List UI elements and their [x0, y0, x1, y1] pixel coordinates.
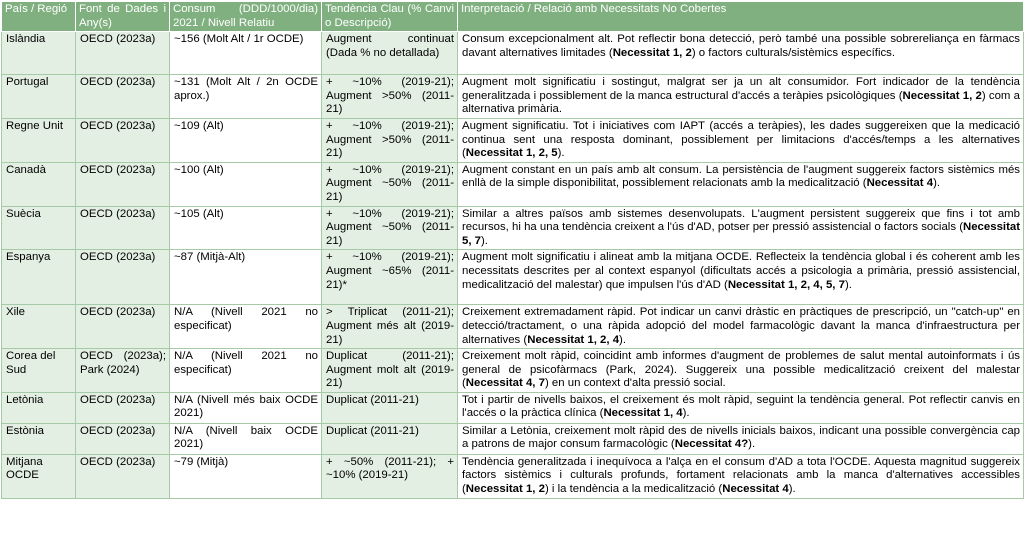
- source-cell: OECD (2023a): [76, 118, 170, 162]
- interpretation-text: ).: [788, 483, 796, 496]
- need-reference: Necessitat 1, 2: [612, 46, 692, 59]
- interpretation-text: ).: [933, 177, 941, 190]
- interpretation-cell: [458, 75, 1024, 119]
- source-cell: OECD (2023a); Park (2024): [76, 349, 170, 393]
- consumption-cell: N/A (Nivell 2021 no especificat): [170, 349, 322, 393]
- interpretation-text: ) en un context d'alta pressió social.: [544, 377, 726, 390]
- table-row: [2, 75, 1024, 119]
- trend-cell: + ~10% (2019-21); Augment >50% (2011-21): [322, 75, 458, 119]
- source-cell: OECD (2023a): [76, 305, 170, 349]
- consumption-cell: N/A (Nivell 2021 no especificat): [170, 305, 322, 349]
- interpretation-text: Similar a altres països amb sistemes desenvolupats. L'augment persistent suggereix que fins i tot amb recursos, hi ha una tendència creixent a l'ús d'AD, potser per pressió assistencial o factors socials (: [462, 207, 1020, 234]
- header-interpretation: Interpretació / Relació amb Necessitats No Cobertes: [458, 2, 1024, 32]
- interpretation-cell: [458, 454, 1024, 498]
- interpretation-text: Augment molt significatiu i sostingut, malgrat ser ja un alt consumidor. Fort indicador de la tendència generalitzada i possiblement de la manca estructural d'accés a teràpies psicològiques (: [462, 76, 1020, 102]
- need-reference: Necessitat 4: [722, 483, 789, 496]
- interpretation-text: Augment significatiu. Tot i iniciatives com IAPT (accés a teràpies), les dades suggereixen que la medicació continua sent una resposta dominant, possiblement per limitacions d'accés/temps a les alternatives (: [462, 119, 1020, 160]
- interpretation-cell: [458, 349, 1024, 393]
- consumption-cell: ~156 (Molt Alt / 1r OCDE): [170, 32, 322, 75]
- table-row: [2, 305, 1024, 349]
- header-country: País / Regió: [2, 2, 76, 32]
- interpretation-text: ) com a alternativa primària.: [462, 89, 1020, 116]
- trend-cell: + ~10% (2019-21); Augment ~65% (2011-21)*: [322, 250, 458, 305]
- interpretation-text: Augment molt significatiu i alineat amb la mitjana OCDE. Reflecteix la tendència global i és coherent amb les necessitats descrites per al context espanyol (dificultats accés a psicologia a primària, pressió assistencial, medicalització del malestar) que impulsen l'ús d'AD (: [462, 251, 1020, 291]
- interpretation-cell: [458, 250, 1024, 305]
- consumption-cell: ~79 (Mitjà): [170, 454, 322, 498]
- source-cell: OECD (2023a): [76, 75, 170, 119]
- country-cell: Regne Unit: [2, 118, 76, 162]
- interpretation-text: Augment constant en un país amb alt consum. La persistència de l'augment suggereix factors sistèmics més enllà de la simple disponibilitat, possiblement relacionats amb la medicalització (: [462, 163, 1020, 190]
- interpretation-cell: [458, 162, 1024, 206]
- source-cell: OECD (2023a): [76, 392, 170, 423]
- interpretation-text: ).: [481, 234, 488, 247]
- interpretation-text: ) o factors culturals/sistèmics específics.: [691, 46, 896, 59]
- consumption-cell: ~105 (Alt): [170, 206, 322, 250]
- table-row: [2, 118, 1024, 162]
- country-cell: Espanya: [2, 250, 76, 305]
- country-cell: Islàndia: [2, 32, 76, 75]
- interpretation-cell: [458, 392, 1024, 423]
- need-reference: Necessitat 1, 2: [465, 483, 545, 496]
- table-body: [2, 32, 1024, 498]
- consumption-cell: N/A (Nivell baix OCDE 2021): [170, 423, 322, 454]
- need-reference: Necessitat 1, 4: [603, 407, 683, 420]
- table-row: [2, 162, 1024, 206]
- need-reference: Necessitat 1, 2: [902, 89, 982, 102]
- country-cell: Canadà: [2, 162, 76, 206]
- interpretation-text: ) i la tendència a la medicalització (: [544, 483, 723, 496]
- interpretation-text: ).: [557, 147, 565, 160]
- header-source: Font de Dades i Any(s): [76, 2, 170, 32]
- interpretation-cell: [458, 305, 1024, 349]
- interpretation-text: ).: [682, 407, 690, 420]
- consumption-cell: ~100 (Alt): [170, 162, 322, 206]
- table-row: [2, 349, 1024, 393]
- source-cell: OECD (2023a): [76, 454, 170, 498]
- trend-cell: Duplicat (2011-21); Augment molt alt (2019-21): [322, 349, 458, 393]
- need-reference: Necessitat 4, 7: [465, 377, 545, 390]
- country-cell: Estònia: [2, 423, 76, 454]
- trend-cell: Duplicat (2011-21): [322, 423, 458, 454]
- consumption-cell: ~87 (Mitjà-Alt): [170, 250, 322, 305]
- country-cell: Portugal: [2, 75, 76, 119]
- consumption-cell: ~131 (Molt Alt / 2n OCDE aprox.): [170, 75, 322, 119]
- interpretation-cell: [458, 118, 1024, 162]
- need-reference: Necessitat 1, 2, 4, 5, 7: [727, 278, 845, 291]
- country-cell: Suècia: [2, 206, 76, 250]
- interpretation-text: Tendència generalitzada i inequívoca a l'alça en el consum d'AD a tota l'OCDE. Aquesta magnitud suggereix factors sistèmics i culturals profunds, fortament relacionats amb la manca d'alternatives accessibles (: [462, 455, 1020, 496]
- table-row: [2, 250, 1024, 305]
- trend-cell: > Triplicat (2011-21); Augment més alt (2019-21): [322, 305, 458, 349]
- trend-cell: + ~10% (2019-21); Augment >50% (2011-21): [322, 118, 458, 162]
- interpretation-cell: [458, 206, 1024, 250]
- source-cell: OECD (2023a): [76, 206, 170, 250]
- interpretation-text: Consum excepcionalment alt. Pot reflectir bona detecció, però també una possible sobrereliança en fàrmacs davant alternatives limitades (: [462, 33, 1020, 59]
- table-row: [2, 32, 1024, 75]
- source-cell: OECD (2023a): [76, 32, 170, 75]
- interpretation-text: ).: [748, 438, 756, 451]
- source-cell: OECD (2023a): [76, 162, 170, 206]
- interpretation-cell: [458, 423, 1024, 454]
- country-cell: Xile: [2, 305, 76, 349]
- country-cell: Letònia: [2, 392, 76, 423]
- antidepressant-consumption-table: [1, 1, 1024, 499]
- consumption-cell: N/A (Nivell més baix OCDE 2021): [170, 392, 322, 423]
- table-row: [2, 423, 1024, 454]
- interpretation-cell: [458, 32, 1024, 75]
- trend-cell: Augment continuat (Dada % no detallada): [322, 32, 458, 75]
- source-cell: OECD (2023a): [76, 423, 170, 454]
- interpretation-text: Tot i partir de nivells baixos, el creixement és molt ràpid, seguint la tendència general. Pot reflectir canvis en l'accés o la pràctica clínica (: [462, 393, 1020, 420]
- header-trend: Tendència Clau (% Canvi o Descripció): [322, 2, 458, 32]
- interpretation-text: ).: [844, 278, 852, 291]
- interpretation-text: Similar a Letònia, creixement molt ràpid des de nivells inicials baixos, indicant una possible convergència cap a patrons de major consum farmacològic (: [462, 424, 1020, 451]
- table-row: [2, 206, 1024, 250]
- trend-cell: + ~10% (2019-21); Augment ~50% (2011-21): [322, 162, 458, 206]
- need-reference: Necessitat 1, 2, 4: [527, 333, 620, 346]
- country-cell: Mitjana OCDE: [2, 454, 76, 498]
- trend-cell: + ~50% (2011-21); + ~10% (2019-21): [322, 454, 458, 498]
- table-header-row: [2, 2, 1024, 32]
- header-consumption: Consum (DDD/1000/dia) 2021 / Nivell Relatiu: [170, 2, 322, 32]
- interpretation-text: ).: [619, 333, 627, 346]
- consumption-cell: ~109 (Alt): [170, 118, 322, 162]
- trend-cell: + ~10% (2019-21); Augment ~50% (2011-21): [322, 206, 458, 250]
- table-row: [2, 454, 1024, 498]
- need-reference: Necessitat 4: [866, 177, 934, 190]
- source-cell: OECD (2023a): [76, 250, 170, 305]
- need-reference: Necessitat 4?: [674, 438, 749, 451]
- need-reference: Necessitat 5, 7: [462, 221, 1020, 247]
- trend-cell: Duplicat (2011-21): [322, 392, 458, 423]
- country-cell: Corea del Sud: [2, 349, 76, 393]
- interpretation-text: Creixement molt ràpid, coincidint amb informes d'augment de problemes de salut mental autoinformats i ús general de psicofàrmacs (Park, 2024). Suggereix una possible medicalització creixent del malestar (: [462, 350, 1020, 390]
- interpretation-text: Creixement extremadament ràpid. Pot indicar un canvi dràstic en pràctiques de prescripció, un "catch-up" en detecció/tractament, o una ràpida adopció del model farmacològic davant la manca d'infraestructura per alternatives (: [462, 306, 1020, 346]
- table-row: [2, 392, 1024, 423]
- need-reference: Necessitat 1, 2, 5: [465, 147, 558, 160]
